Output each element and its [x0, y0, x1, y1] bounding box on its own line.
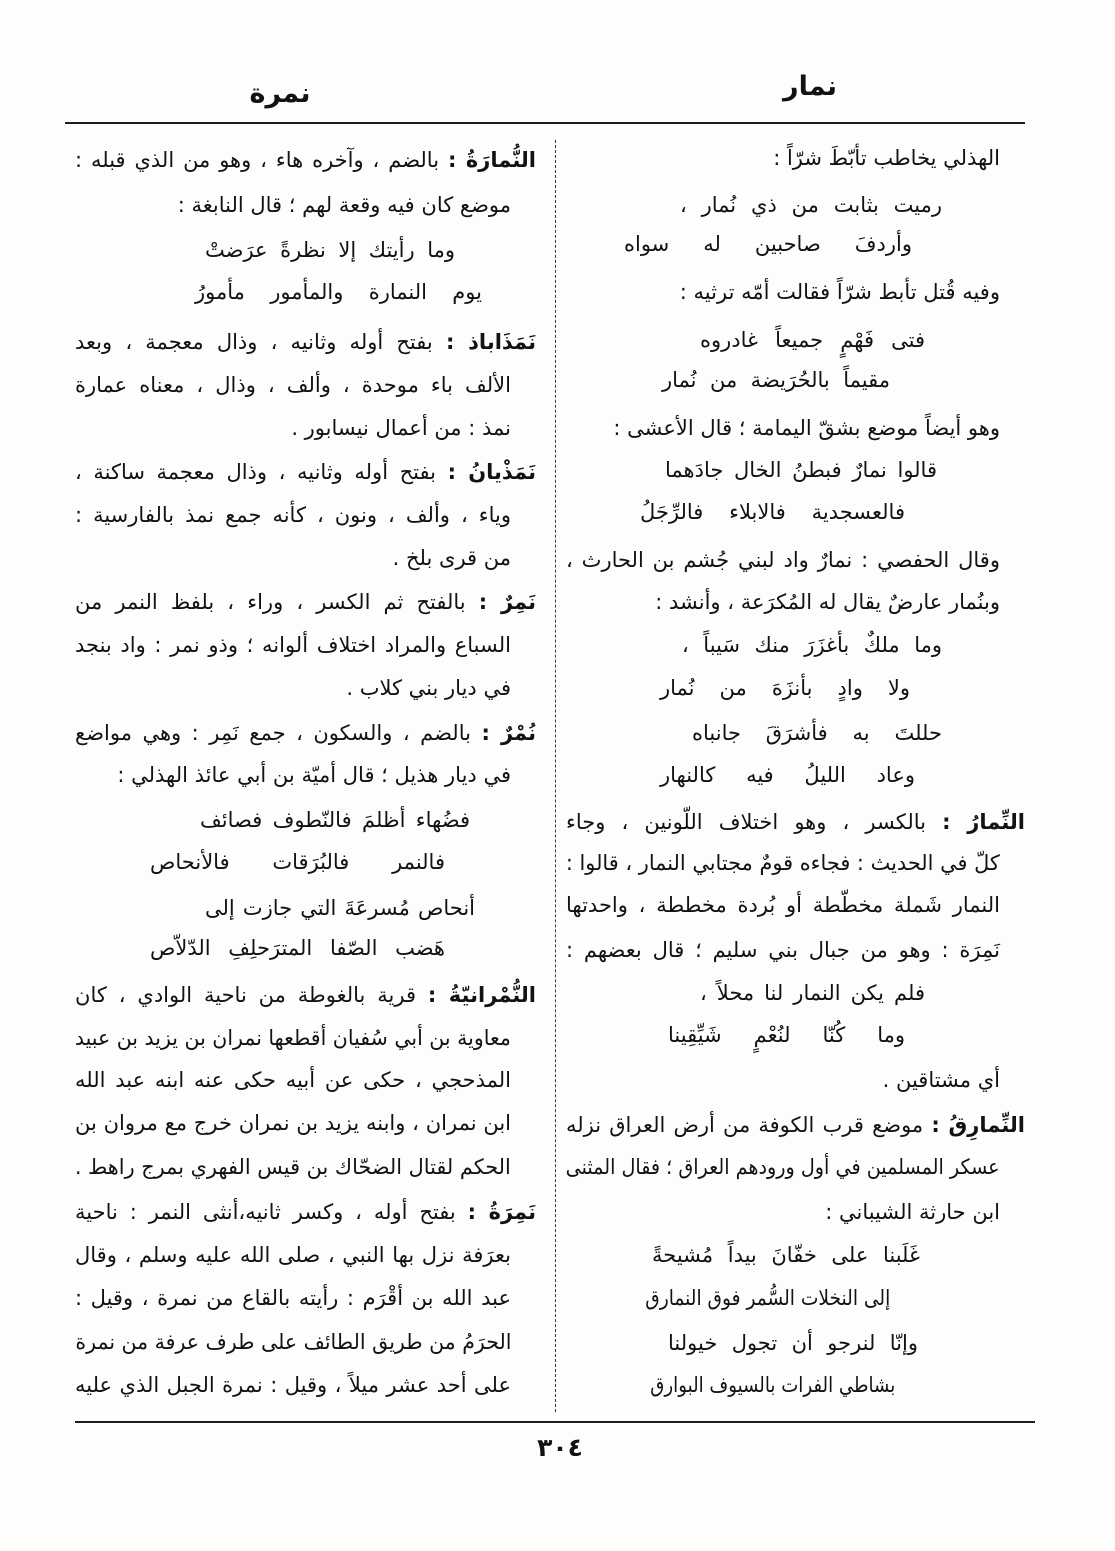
- line-text: الحرَمُ من طريق الطائف على طرف عرفة من نمرة: [75, 1330, 511, 1354]
- line-text: [75, 1190, 536, 1234]
- line-text: الهذلي يخاطب تأبّطَ شرّاً :: [773, 146, 1000, 170]
- running-head-right: نمار: [783, 71, 837, 102]
- headword: النِّمارِقُ :: [931, 1113, 1025, 1137]
- verse-line: [205, 228, 455, 272]
- prose-line: [566, 883, 1000, 927]
- prose-line: [75, 1016, 511, 1060]
- line-text: [566, 1103, 1025, 1147]
- verse-line: [660, 666, 910, 710]
- prose-line: [75, 1058, 511, 1102]
- headword: نَمِرَةُ :: [467, 1200, 536, 1224]
- line-text: عسكر المسلمين في أول ورودهم العراق ؛ فقال المثنى: [566, 1155, 1000, 1179]
- verse-line: [700, 318, 925, 362]
- line-text: إلى النخلات السُّمر فوق النمارق: [645, 1286, 890, 1310]
- prose-line: [566, 538, 1000, 582]
- line-text: الألف باء موحدة ، وألف ، وذال ، معناه عمارة: [75, 373, 511, 397]
- bottom-rule: [75, 1421, 1035, 1423]
- verse-line: [680, 183, 942, 227]
- line-text: رميت بثابت من ذي نُمار ،: [680, 193, 942, 217]
- line-text: ابن نمران ، وابنه يزيد بن نمران خرج مع مروان بن: [75, 1111, 511, 1135]
- line-text: موضع كان فيه وقعة لهم ؛ قال النابغة :: [177, 193, 511, 217]
- line-text: يوم النمارة والمأمور مأمورُ: [195, 280, 482, 304]
- verse-line: [650, 1363, 895, 1407]
- line-text: على أحد عشر ميلاً ، وقيل : نمرة الجبل الذي عليه: [75, 1373, 511, 1397]
- entry-text: بفتح أوله وثانيه ، وذال معجمة ، وبعد: [75, 330, 433, 354]
- entry-text: موضع قرب الكوفة من أرض العراق نزله: [566, 1113, 924, 1137]
- verse-line: [700, 971, 925, 1015]
- verse-line: [668, 1013, 905, 1057]
- line-text: فالعسجدية فالابلاء فالرِّجَلُ: [640, 500, 905, 524]
- line-text: [75, 450, 536, 494]
- prose-line: [75, 1276, 511, 1320]
- prose-line: [75, 493, 511, 537]
- headword: نَمِرٌ :: [478, 590, 536, 614]
- entry-line: [75, 711, 536, 755]
- headword: النُّمْرانيّةُ :: [427, 983, 536, 1007]
- entry-line: [75, 320, 536, 364]
- prose-line: [75, 666, 511, 710]
- line-text: فلم يكن النمار لنا محلاً ،: [700, 981, 925, 1005]
- line-text: أنحاص مُسرعَةَ التي جازت إلى: [205, 896, 475, 920]
- line-text: [75, 138, 536, 182]
- line-text: فتى فَهْمٍ جميعاً غادروه: [700, 328, 925, 352]
- entry-line: [75, 450, 536, 494]
- line-text: في ديار هذيل ؛ قال أميّة بن أبي عائذ الهذلي :: [117, 763, 511, 787]
- prose-line: [566, 1058, 1000, 1102]
- column-divider: [555, 140, 556, 1412]
- verse-line: [205, 886, 475, 930]
- verse-line: [692, 711, 942, 755]
- line-text: وفيه قُتل تأبط شرّاً فقالت أمّه ترثيه :: [679, 280, 1000, 304]
- line-text: وياء ، وألف ، ونون ، كأنه جمع نمذ بالفارسية :: [75, 503, 511, 527]
- prose-line: [75, 1233, 511, 1277]
- prose-line: [75, 1101, 511, 1145]
- entry-text: بالضم ، وآخره هاء ، وهو من الذي قبله :: [75, 148, 440, 172]
- headword: نَمَذَاباذ :: [445, 330, 536, 354]
- line-text: قالوا نمارٌ فبطنُ الخال جادَهما: [665, 458, 937, 482]
- entry-text: بفتح أوله ، وكسر ثانيه،أنثى النمر : ناحية: [75, 1200, 456, 1224]
- entry-line: [75, 138, 536, 182]
- verse-line: [200, 798, 470, 842]
- prose-line: [566, 928, 1000, 972]
- verse-line: [640, 490, 905, 534]
- verse-line: [652, 1233, 920, 1277]
- prose-line: [566, 1190, 1000, 1234]
- line-text: معاوية بن أبي سُفيان أقطعها نمران بن يزيد بن عبيد: [75, 1026, 511, 1050]
- line-text: بشاطي الفرات بالسيوف البوارق: [650, 1373, 895, 1397]
- line-text: فالنمر فالبُرَقات فالأنحاص: [150, 850, 445, 874]
- verse-line: [150, 926, 445, 970]
- entry-text: بالكسر ، وهو اختلاف اللّونين ، وجاء: [565, 810, 926, 834]
- entry-text: بالضم ، والسكون ، جمع نَمِر : وهي مواضع: [75, 721, 471, 745]
- headword: نُمْرٌ :: [481, 721, 536, 745]
- verse-line: [150, 840, 445, 884]
- prose-line: [75, 536, 511, 580]
- line-text: ابن حارثة الشيباني :: [825, 1200, 1000, 1224]
- line-text: غَلَبنا على خفّانَ بيداً مُشيحةً: [652, 1243, 920, 1267]
- prose-line: [566, 406, 1000, 450]
- line-text: وما كُنّا لنُعْمٍ شَيِّقِينا: [668, 1023, 905, 1047]
- prose-line: [566, 136, 1000, 180]
- verse-line: [195, 270, 482, 314]
- prose-line: [75, 363, 511, 407]
- headword: النِّمارُ :: [942, 810, 1025, 834]
- prose-line: [75, 1320, 511, 1364]
- verse-line: [624, 222, 912, 266]
- line-text: [75, 973, 536, 1017]
- line-text: المذحجي ، حكى عن أبيه حكى عنه ابنه عبد الله: [75, 1068, 511, 1092]
- line-text: هَضب الصّفا المترَحلِفِ الدّلاّص: [150, 936, 445, 960]
- prose-line: [75, 1145, 511, 1189]
- prose-line: [75, 623, 511, 667]
- headword: نَمَذْيانُ :: [447, 460, 536, 484]
- line-text: [75, 711, 536, 755]
- line-text: وهو أيضاً موضع بشقّ اليمامة ؛ قال الأعشى :: [613, 416, 1000, 440]
- line-text: عبد الله بن أقْرَم : رأيته بالقاع من نمرة ، وقيل :: [75, 1286, 511, 1310]
- line-text: نمذ : من أعمال نيسابور .: [291, 416, 511, 440]
- line-text: وإنّا لنرجو أن تجول خيولنا: [668, 1331, 918, 1355]
- line-text: نَمِرَة : وهو من جبال بني سليم ؛ قال بعضهم :: [566, 938, 1000, 962]
- line-text: وما رأيتك إلا نظرةً عرَضتْ: [205, 238, 455, 262]
- top-rule: [65, 122, 1025, 124]
- prose-line: [75, 406, 511, 450]
- headword: النُّمارَةُ :: [447, 148, 536, 172]
- prose-line: [75, 753, 511, 797]
- line-text: مقيماً بالحُرَيضة من نُمار: [662, 368, 890, 392]
- line-text: وقال الحفصي : نمارٌ واد لبني جُشم بن الحارث ،: [566, 548, 1000, 572]
- line-text: أي مشتاقين .: [882, 1068, 1000, 1092]
- line-text: [75, 320, 536, 364]
- line-text: النمار شَملة مخطّطة أو بُردة مخططة ، واحدتها: [566, 893, 1000, 917]
- entry-text: قرية بالغوطة من ناحية الوادي ، كان: [75, 983, 416, 1007]
- prose-line: [566, 580, 1000, 624]
- line-text: [75, 580, 536, 624]
- line-text: وعاد الليلُ فيه كالنهار: [660, 763, 915, 787]
- line-text: من قرى بلخ .: [392, 546, 511, 570]
- entry-line: [566, 800, 1025, 844]
- line-text: في ديار بني كلاب .: [346, 676, 511, 700]
- entry-line: [566, 1103, 1025, 1147]
- prose-line: [566, 1145, 1000, 1189]
- verse-line: [682, 623, 942, 667]
- page-number: ٣٠٤: [537, 1433, 583, 1462]
- entry-line: [75, 1190, 536, 1234]
- entry-text: بفتح أوله وثانيه ، وذال معجمة ساكنة ،: [74, 460, 436, 484]
- prose-line: [566, 841, 1000, 885]
- entry-text: بالفتح ثم الكسر ، وراء ، بلفظ النمر من: [75, 590, 466, 614]
- line-text: وما ملكٌ بأغزَرَ منك سَيباً ،: [682, 633, 942, 657]
- line-text: بعرَفة نزل بها النبي ، صلى الله عليه وسلم ، وقال: [75, 1243, 511, 1267]
- line-text: [566, 800, 1025, 844]
- verse-line: [668, 1321, 918, 1365]
- line-text: السباع والمراد اختلاف ألوانه ؛ وذو نمر : واد بنجد: [75, 633, 511, 657]
- verse-line: [662, 358, 890, 402]
- line-text: وأردفَ صاحبين له سواه: [624, 232, 912, 256]
- entry-line: [75, 580, 536, 624]
- prose-line: [75, 183, 511, 227]
- line-text: الحكم لقتال الضحّاك بن قيس الفهري بمرج راهط .: [75, 1155, 511, 1179]
- prose-line: [75, 1363, 511, 1407]
- verse-line: [665, 448, 937, 492]
- entry-line: [75, 973, 536, 1017]
- line-text: كلّ في الحديث : فجاءه قومٌ مجتابي النمار ، قالوا :: [566, 851, 1000, 875]
- prose-line: [566, 270, 1000, 314]
- running-head-left: نمرة: [249, 78, 311, 109]
- line-text: حللتَ به فأشرَقَ جانباه: [692, 721, 942, 745]
- line-text: ولا وادٍ بأنزَهَ من نُمار: [660, 676, 910, 700]
- line-text: وبنُمار عارضٌ يقال له المُكرَعة ، وأنشد :: [655, 590, 1000, 614]
- verse-line: [645, 1276, 890, 1320]
- line-text: فضُهاء أظلمَ فالنّطوف فصائف: [200, 808, 470, 832]
- verse-line: [660, 753, 915, 797]
